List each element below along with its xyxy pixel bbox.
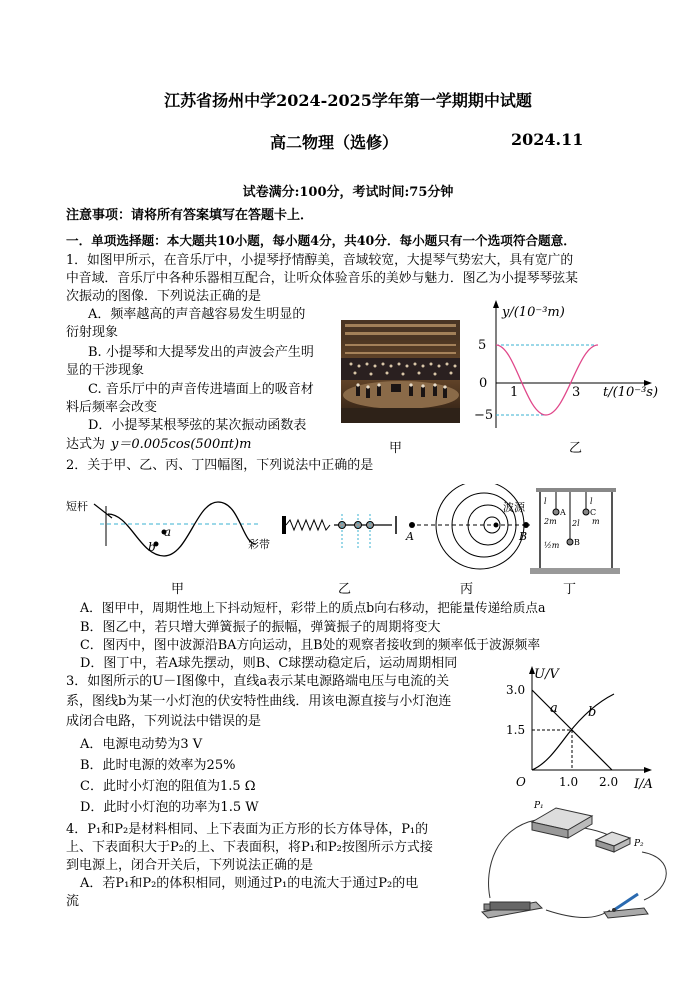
- q1-option-d-cont: 达式为: [66, 437, 106, 452]
- label-p1: P₁: [534, 801, 544, 811]
- label-ball-a: A: [560, 508, 566, 517]
- q3-option-c: C．此时小灯泡的阻值为1.5 Ω: [80, 779, 256, 794]
- q1-option-a-cont: 衍射现象: [66, 325, 119, 340]
- conductor-p2: [596, 832, 644, 852]
- q4-option-a: A．若P₁和P₂的体积相同，则通过P₁的电流大于通过P₂的电: [80, 876, 419, 891]
- q1-option-c: C. 音乐厅中的声音传进墙面上的吸音材: [88, 382, 314, 397]
- label-b: b: [148, 540, 156, 554]
- q4-option-a-cont: 流: [66, 894, 80, 909]
- notice: 注意事项：请将所有答案填写在答题卡上．: [66, 208, 314, 223]
- q2-stem: 2．关于甲、乙、丙、丁四幅图，下列说法中正确的是: [66, 458, 374, 473]
- q1-y-tick-neg5: −5: [474, 408, 494, 423]
- q3-option-b: B．此时电源的效率为25%: [80, 758, 236, 773]
- section-heading: 一．单项选择题：本大题共10小题，每小题4分，共40分．每小题只有一个选项符合题意．: [66, 233, 576, 248]
- label-ball-c: C: [590, 508, 597, 517]
- fig-pendulum-rack: [530, 488, 620, 574]
- q1-formula: y＝0.005cos(500πt)m: [111, 437, 252, 452]
- label-a: a: [164, 525, 172, 539]
- q1-option-b-cont: 显的干涉现象: [66, 363, 145, 378]
- q2-fig-label-jia: 甲: [171, 582, 185, 597]
- q1-vibration-graph: [470, 298, 660, 433]
- q1-option-a: A．频率越高的声音越容易发生明显的: [88, 307, 306, 322]
- q4-stem-line: 到电源上，闭合开关后，下列说法正确的是: [66, 858, 314, 873]
- q3-i-arrow: [644, 767, 652, 773]
- label-l3: l: [590, 497, 593, 506]
- q1-y-tick-5: 5: [478, 338, 487, 353]
- exam-title: 江苏省扬州中学2024-2025学年第一学期期中试题: [164, 91, 532, 110]
- label-bosource: 波源: [503, 501, 525, 514]
- q1-x-label: t/(10⁻³s): [603, 385, 659, 400]
- q2-option-c: C．图丙中，图中波源沿BA方向运动，且B处的观察者接收到的频率低于波源频率: [80, 638, 541, 653]
- q2-fig-label-yi: 乙: [338, 582, 352, 597]
- battery-box: [482, 902, 542, 918]
- q2-option-d: D．图丁中，若A球先摆动，则B、C球摆动稳定后，运动周期相同: [80, 656, 458, 671]
- q4-circuit: [476, 798, 676, 924]
- q1-y-label: y/(10⁻³m): [502, 305, 565, 320]
- fig-jia-label: 甲: [389, 441, 403, 456]
- q3-ui-graph: [502, 664, 662, 792]
- q1-cosine-curve: [496, 345, 598, 415]
- label-l1: l: [544, 497, 547, 506]
- q3-option-a: A．电源电动势为3 V: [80, 737, 203, 752]
- conductor-p1: [532, 801, 592, 838]
- label-mass-2m: 2m: [544, 517, 557, 526]
- q3-label-a: a: [550, 701, 558, 716]
- q1-option-c-cont: 料后频率会改变: [66, 400, 158, 415]
- concert-hall-photo: [341, 320, 460, 423]
- switch: [604, 894, 648, 918]
- fig-yi-label: 乙: [569, 441, 583, 456]
- score-time: 试卷满分:100分，考试时间:75分钟: [242, 185, 454, 200]
- q3-curve-b: [532, 694, 614, 770]
- q2-fig-label-bing: 丙: [460, 582, 474, 597]
- q1-option-d: D．小提琴某根琴弦的某次振动函数表: [88, 418, 307, 433]
- q1-stem-line: 中音域．音乐厅中各种乐器相互配合，让听众体验音乐的美妙与魅力．图乙为小提琴琴弦某: [66, 271, 578, 286]
- q1-option-b: B. 小提琴和大提琴发出的声波会产生明: [88, 345, 314, 360]
- label-A-point: A: [406, 530, 414, 543]
- q2-option-b: B．图乙中，若只增大弹簧振子的振幅，弹簧振子的周期将变大: [80, 620, 441, 635]
- q1-x-tick-1: 1: [510, 385, 519, 400]
- q3-u-label: U/V: [534, 667, 559, 682]
- q2-fig-label-ding: 丁: [563, 582, 577, 597]
- q4-stem-line: 4．P₁和P₂是材料相同、上下表面为正方形的长方体导体，P₁的: [66, 822, 429, 837]
- exam-date: 2024.11: [511, 130, 584, 149]
- label-ball-b: B: [574, 538, 580, 547]
- q4-stem-line: 上、下表面积大于P₂的上、下表面积，将P₁和P₂按图所示方式接: [66, 840, 433, 855]
- fig-ribbon-wave: [66, 499, 270, 556]
- q1-y-arrow: [493, 300, 499, 308]
- q3-origin: O: [516, 775, 526, 789]
- q3-i-tick-1: 1.0: [559, 775, 579, 789]
- q3-stem-line: 3．如图所示的U－I图像中，直线a表示某电源路端电压与电流的关: [66, 674, 450, 689]
- subject-title: 高二物理（选修）: [270, 133, 399, 152]
- label-mass-m: m: [592, 517, 600, 526]
- fig-doppler-source: [405, 484, 530, 569]
- q3-i-tick-2: 2.0: [599, 775, 619, 789]
- q3-stem-line: 成闭合电路，下列说法中错误的是: [66, 714, 262, 729]
- q3-u-tick-1.5: 1.5: [506, 723, 526, 737]
- label-p2: P₂: [634, 839, 644, 849]
- q3-u-tick-3: 3.0: [506, 683, 526, 697]
- label-mass-half: ½m: [544, 541, 560, 550]
- q3-label-b: b: [588, 705, 597, 720]
- q3-stem-line: 系，图线b为某一小灯泡的伏安特性曲线．用该电源直接与小灯泡连: [66, 694, 452, 709]
- q1-stem-line: 次振动的图像．下列说法正确的是: [66, 289, 262, 304]
- label-B-point: B: [519, 530, 528, 543]
- q2-option-a: A．图甲中，周期性地上下抖动短杆，彩带上的质点b向右移动，把能量传递给质点a: [80, 600, 546, 615]
- q1-stem-line: 1．如图甲所示，在音乐厅中，小提琴抒情醇美，音域较宽，大提琴气势宏大，具有宽广的: [66, 253, 574, 268]
- q3-i-label: I/A: [634, 777, 653, 792]
- label-duangan: 短杆: [66, 500, 88, 513]
- q3-option-d: D．此时小灯泡的功率为1.5 W: [80, 800, 259, 815]
- q1-y-tick-0: 0: [479, 376, 488, 391]
- label-l2: 2l: [572, 519, 580, 528]
- label-caidai: 彩带: [248, 538, 270, 551]
- fig-spring-oscillator: [282, 514, 396, 550]
- q1-x-tick-3: 3: [572, 385, 581, 400]
